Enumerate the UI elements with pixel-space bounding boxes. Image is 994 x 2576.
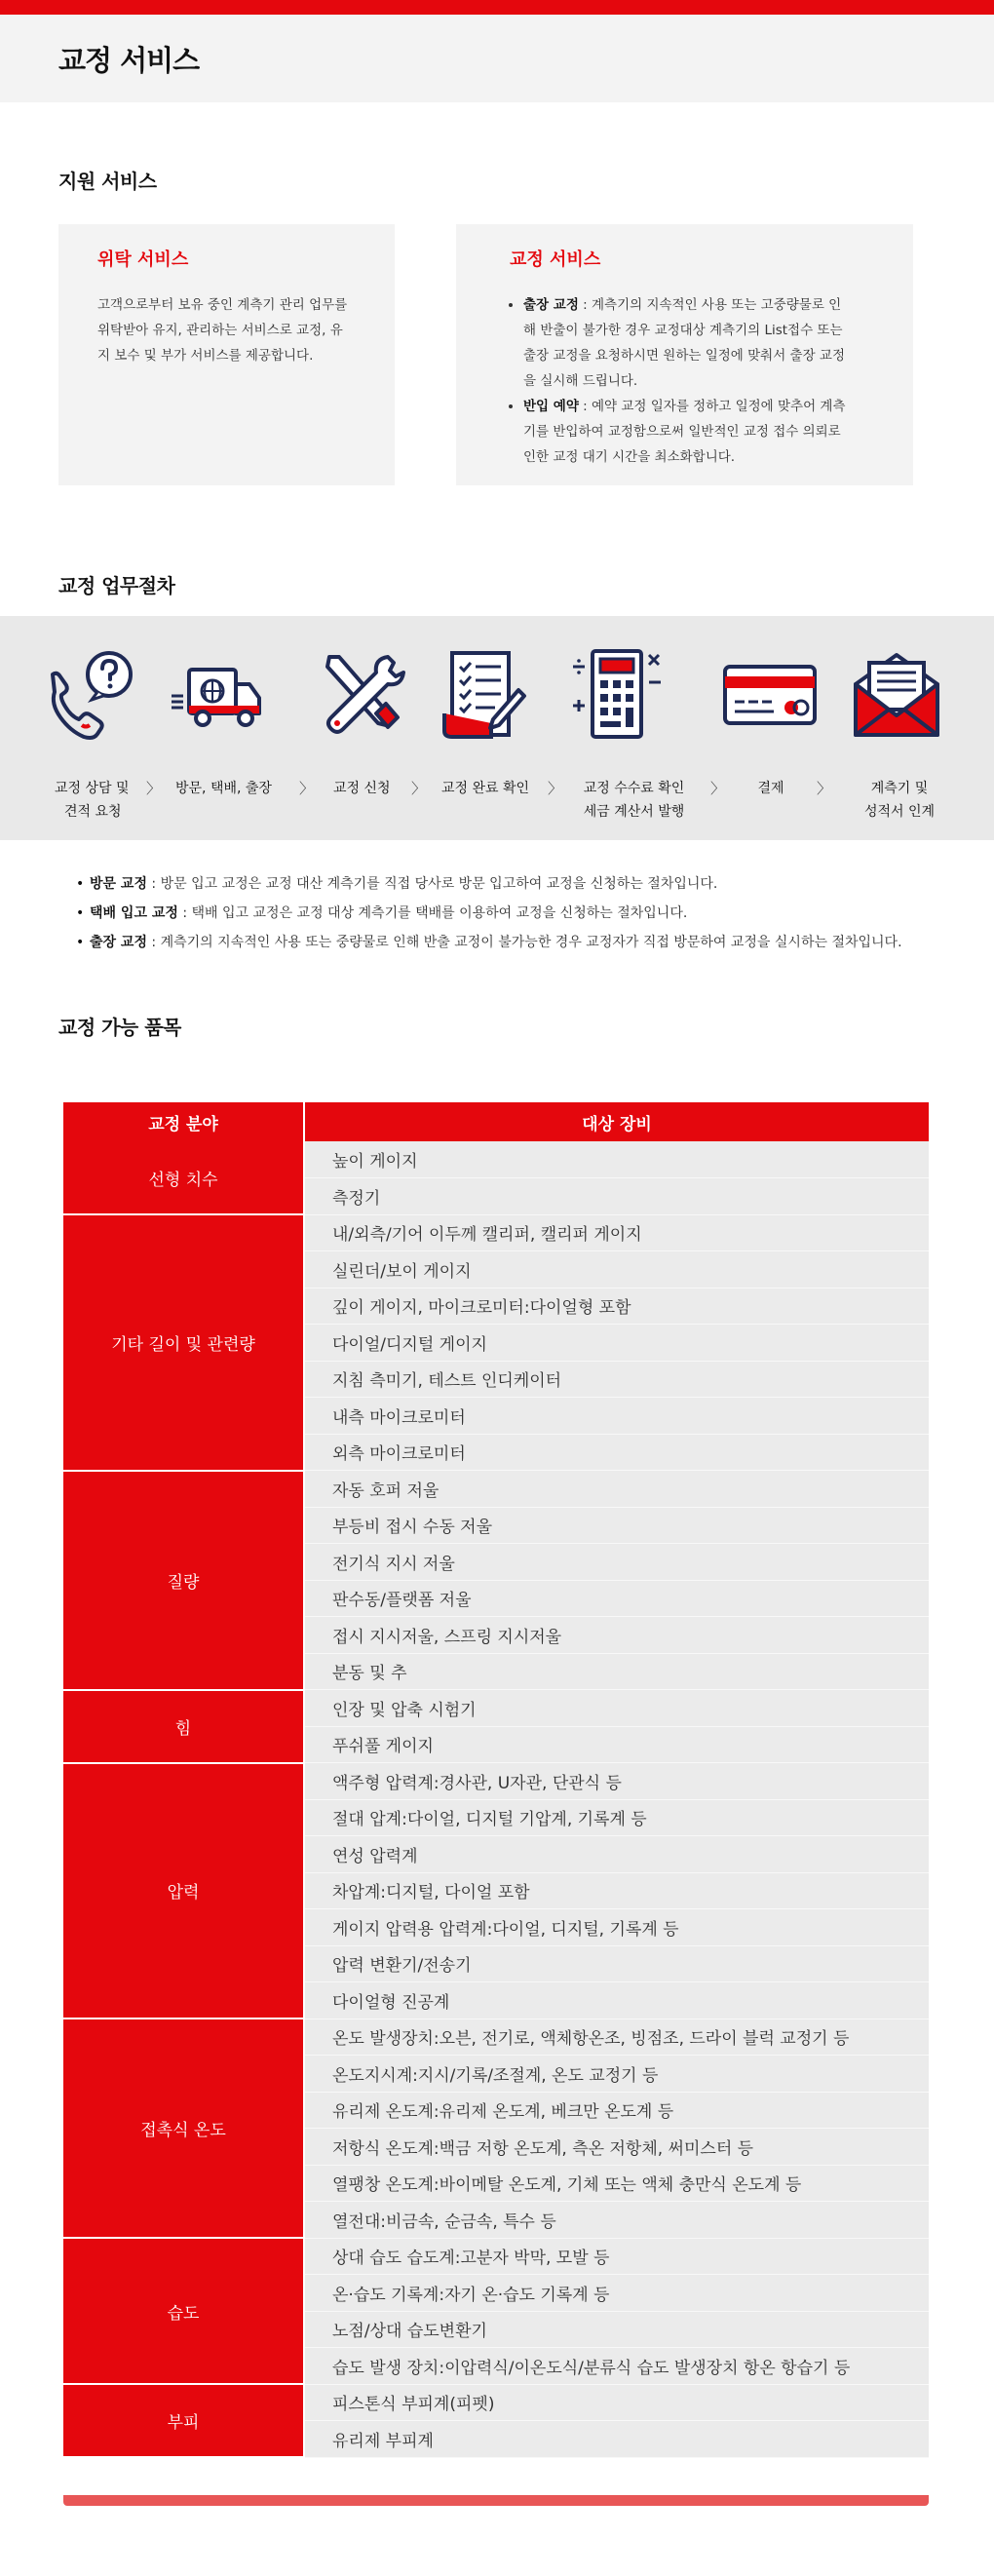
equipment-cell: 외측 마이크로미터 bbox=[304, 1434, 929, 1471]
equipment-cell: 노점/상대 습도변환기 bbox=[304, 2311, 929, 2348]
table-row bbox=[63, 1141, 929, 1178]
process-arrow: 〉 bbox=[299, 780, 315, 797]
consign-service-title: 위탁 서비스 bbox=[97, 250, 189, 270]
equipment-cell: 접시 지시저울, 스프링 지시저울 bbox=[304, 1617, 929, 1654]
process-note bbox=[76, 899, 902, 928]
table-row bbox=[63, 1214, 929, 1251]
equipment-cell: 내측 마이크로미터 bbox=[304, 1398, 929, 1435]
equipment-cell: 압력 변환기/전송기 bbox=[304, 1945, 929, 1982]
equipment-cell: 온·습도 기록계:자기 온·습도 기록계 등 bbox=[304, 2275, 929, 2312]
process-step-label bbox=[55, 777, 133, 824]
calibration-service-item bbox=[523, 292, 862, 394]
process-notes bbox=[76, 869, 902, 957]
equipment-cell: 저항식 온도계:백금 저항 온도계, 측온 저항체, 써미스터 등 bbox=[304, 2129, 929, 2166]
process-step-label bbox=[858, 777, 941, 824]
calibration-items-table bbox=[63, 1102, 929, 2458]
page-title: 교정 서비스 bbox=[58, 43, 200, 77]
equipment-cell: 상대 습도 습도계:고분자 박막, 모발 등 bbox=[304, 2238, 929, 2275]
equipment-cell: 온도 발생장치:오븐, 전기로, 액체항온조, 빙점조, 드라이 블럭 교정기 등 bbox=[304, 2019, 929, 2056]
process-step-label bbox=[441, 777, 549, 800]
field-cell: 부피 bbox=[63, 2384, 304, 2457]
consign-body-line: 고객으로부터 보유 중인 계측기 관리 업무를 bbox=[97, 297, 348, 313]
equipment-cell: 분동 및 추 bbox=[304, 1653, 929, 1690]
calculator-icon bbox=[569, 645, 667, 743]
equipment-cell: 깊이 게이지, 마이크로미터:다이얼형 포함 bbox=[304, 1288, 929, 1325]
field-cell: 선형 치수 bbox=[63, 1141, 304, 1214]
table-body bbox=[63, 1141, 929, 2457]
page-header bbox=[0, 15, 994, 102]
top-accent-bar bbox=[0, 0, 994, 15]
equipment-cell: 지침 측미기, 테스트 인디케이터 bbox=[304, 1361, 929, 1398]
equipment-cell: 전기식 지시 저울 bbox=[304, 1544, 929, 1581]
equipment-cell: 열전대:비금속, 순금속, 특수 등 bbox=[304, 2202, 929, 2239]
process-step-label bbox=[333, 777, 401, 800]
note-text: : 계측기의 지속적인 사용 또는 중량물로 인해 반출 교정이 불가능한 경우 교정자가 직접 방문하여 교정을 실시하는 절차입니다. bbox=[146, 935, 902, 950]
process-arrow: 〉 bbox=[548, 780, 563, 797]
equipment-cell: 다이얼형 진공계 bbox=[304, 1982, 929, 2019]
consign-service-card bbox=[58, 224, 395, 485]
field-cell: 습도 bbox=[63, 2238, 304, 2384]
table-footer-bar bbox=[63, 2495, 929, 2506]
note-text: : 택배 입고 교정은 교정 대상 계측기를 택배를 이용하여 교정을 신청하는 절차입니다. bbox=[177, 905, 688, 921]
item-term: 출장 교정 bbox=[523, 297, 579, 313]
tools-wrench-screwdriver-icon bbox=[312, 645, 409, 743]
field-cell: 힘 bbox=[63, 1690, 304, 1763]
table-row bbox=[63, 2384, 929, 2421]
equipment-cell: 푸쉬풀 게이지 bbox=[304, 1726, 929, 1763]
process-arrow: 〉 bbox=[710, 780, 726, 797]
process-step-label bbox=[175, 777, 292, 800]
field-cell: 압력 bbox=[63, 1763, 304, 2019]
step-label-line: 교정 상담 및 bbox=[55, 781, 130, 796]
item-text: : 계측기의 지속적인 사용 또는 고중량물로 인 bbox=[578, 297, 842, 313]
process-step-label bbox=[755, 777, 786, 800]
table-header-row bbox=[63, 1102, 929, 1141]
item-text: 기를 반입하여 교정함으로써 일반적인 교정 접수 의뢰로 bbox=[523, 424, 841, 440]
items-heading: 교정 가능 품목 bbox=[58, 1016, 181, 1039]
support-cards bbox=[58, 224, 913, 485]
column-header-equipment: 대상 장비 bbox=[304, 1102, 929, 1141]
equipment-cell: 판수동/플랫폼 저울 bbox=[304, 1580, 929, 1617]
equipment-cell: 게이지 압력용 압력계:다이얼, 디지털, 기록계 등 bbox=[304, 1909, 929, 1946]
note-term: 택배 입고 교정 bbox=[90, 905, 178, 921]
field-cell: 기타 길이 및 관련량 bbox=[63, 1214, 304, 1471]
equipment-cell: 온도지시계:지시/기록/조절계, 온도 교정기 등 bbox=[304, 2056, 929, 2093]
step-label-line: 교정 완료 확인 bbox=[441, 781, 530, 796]
item-text: 을 실시해 드립니다. bbox=[523, 373, 638, 389]
consign-body-line: 위탁받아 유지, 관리하는 서비스로 교정, 유 bbox=[97, 323, 343, 338]
delivery-truck-icon bbox=[168, 645, 265, 743]
calibration-service-title: 교정 서비스 bbox=[510, 250, 601, 270]
equipment-cell: 부등비 접시 수동 저울 bbox=[304, 1507, 929, 1544]
equipment-cell: 연성 압력계 bbox=[304, 1836, 929, 1873]
table-row bbox=[63, 1763, 929, 1800]
item-term: 반입 예약 bbox=[523, 399, 579, 414]
note-term: 출장 교정 bbox=[90, 935, 147, 950]
item-text: : 예약 교정 일자를 정하고 일정에 맞추어 계측 bbox=[578, 399, 846, 414]
equipment-cell: 열팽창 온도계:바이메탈 온도계, 기체 또는 액체 충만식 온도계 등 bbox=[304, 2165, 929, 2202]
field-cell: 질량 bbox=[63, 1471, 304, 1690]
item-text: 출장 교정을 요청하시면 원하는 일정에 맞춰서 출장 교정 bbox=[523, 348, 845, 364]
calibration-service-list bbox=[510, 292, 862, 470]
equipment-cell: 유리제 온도계:유리제 온도계, 베크만 온도계 등 bbox=[304, 2092, 929, 2129]
equipment-cell: 액주형 압력계:경사관, U자관, 단관식 등 bbox=[304, 1763, 929, 1800]
equipment-cell: 측정기 bbox=[304, 1178, 929, 1215]
step-label-line: 교정 신청 bbox=[333, 781, 391, 796]
step-label-line: 세금 계산서 발행 bbox=[583, 804, 685, 820]
process-band bbox=[0, 616, 994, 840]
step-label-line: 방문, 택배, 출장 bbox=[175, 781, 272, 796]
table-row bbox=[63, 1471, 929, 1508]
equipment-cell: 인장 및 압축 시험기 bbox=[304, 1690, 929, 1727]
process-note bbox=[76, 928, 902, 957]
equipment-cell: 차압계:디지털, 다이얼 포함 bbox=[304, 1872, 929, 1909]
process-heading: 교정 업무절차 bbox=[58, 574, 175, 597]
note-text: : 방문 입고 교정은 교정 대산 계측기를 직접 당사로 방문 입고하여 교정을 신청하는 절차입니다. bbox=[146, 876, 718, 892]
item-text: 인한 교정 대기 시간을 최소화합니다. bbox=[523, 449, 736, 465]
table-row bbox=[63, 2019, 929, 2056]
equipment-cell: 실린더/보이 게이지 bbox=[304, 1251, 929, 1288]
step-label-line: 계측기 및 bbox=[870, 781, 929, 796]
calibration-service-card bbox=[456, 224, 913, 485]
equipment-cell: 내/외측/기어 이두께 캘리퍼, 캘리퍼 게이지 bbox=[304, 1214, 929, 1251]
envelope-document-icon bbox=[848, 645, 945, 743]
item-text: 해 반출이 불가한 경우 교정대상 계측기의 List접수 또는 bbox=[523, 323, 843, 338]
credit-card-icon bbox=[721, 645, 819, 743]
process-arrow: 〉 bbox=[146, 780, 162, 797]
equipment-cell: 다이얼/디지털 게이지 bbox=[304, 1325, 929, 1362]
support-heading: 지원 서비스 bbox=[58, 170, 157, 193]
column-header-field: 교정 분야 bbox=[63, 1102, 304, 1141]
equipment-cell: 자동 호퍼 저울 bbox=[304, 1471, 929, 1508]
equipment-cell: 높이 게이지 bbox=[304, 1141, 929, 1178]
note-term: 방문 교정 bbox=[90, 876, 147, 892]
field-cell: 접촉식 온도 bbox=[63, 2019, 304, 2238]
step-label-line: 견적 요청 bbox=[64, 804, 122, 820]
process-arrow: 〉 bbox=[817, 780, 832, 797]
equipment-cell: 피스톤식 부피계(피펫) bbox=[304, 2384, 929, 2421]
step-label-line: 성적서 인계 bbox=[863, 804, 936, 820]
phone-question-icon bbox=[43, 645, 140, 743]
equipment-cell: 절대 압계:다이얼, 디지털 기압계, 기록계 등 bbox=[304, 1799, 929, 1836]
checklist-pen-icon bbox=[435, 645, 532, 743]
equipment-cell: 유리제 부피계 bbox=[304, 2421, 929, 2458]
process-step-label bbox=[573, 777, 695, 824]
step-label-line: 결제 bbox=[757, 781, 784, 796]
calibration-service-item bbox=[523, 394, 862, 470]
table-row bbox=[63, 2238, 929, 2275]
step-label-line: 교정 수수료 확인 bbox=[583, 781, 685, 796]
consign-body-line: 지 보수 및 부가 서비스를 제공합니다. bbox=[97, 348, 314, 364]
table-row bbox=[63, 1690, 929, 1727]
process-arrow: 〉 bbox=[411, 780, 427, 797]
consign-service-body bbox=[97, 292, 356, 368]
process-note bbox=[76, 869, 902, 899]
equipment-cell: 습도 발생 장치:이압력식/이온도식/분류식 습도 발생장치 항온 항습기 등 bbox=[304, 2348, 929, 2385]
